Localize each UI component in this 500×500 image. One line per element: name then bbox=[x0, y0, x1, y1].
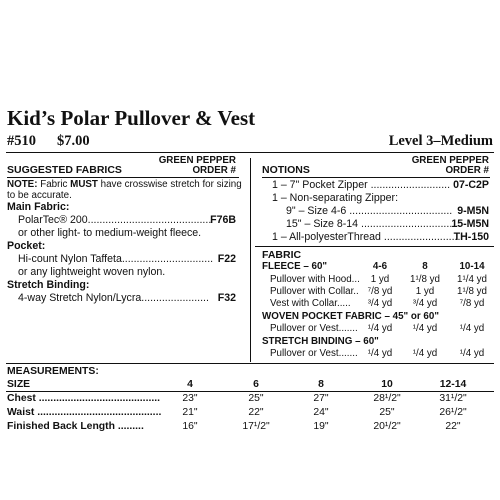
fleece-row-value: ³/4 yd bbox=[367, 298, 393, 309]
waist-value: 24" bbox=[313, 407, 329, 418]
notions-order-header-1: GREEN PEPPER bbox=[411, 155, 489, 166]
stretch-row-value: ¹/4 yd bbox=[367, 348, 393, 359]
measurement-size-8: 8 bbox=[318, 379, 324, 390]
waist-value: 26¹/2" bbox=[439, 407, 467, 418]
chest-value: 28¹/2" bbox=[373, 393, 401, 404]
notion-zipper: 1 – Non-separating Zipper: bbox=[272, 192, 399, 204]
measurement-size-10: 10 bbox=[381, 379, 393, 390]
stretch-row-value: ¹/4 yd bbox=[412, 348, 438, 359]
fabric-table-heading: FABRIC bbox=[262, 249, 302, 261]
notion-pocket-zipper-code: 07-C2P bbox=[453, 179, 489, 191]
size-header-10-14: 10-14 bbox=[459, 261, 485, 272]
notion-thread: 1 – All-polyesterThread .......................... bbox=[272, 231, 461, 243]
waist-value: 21" bbox=[182, 407, 198, 418]
fabric-note-continued: to be accurate. bbox=[7, 190, 72, 201]
fabrics-order-header-1: GREEN PEPPER bbox=[158, 155, 236, 166]
chest-label: Chest .......................................... bbox=[7, 393, 161, 404]
fleece-row-value: 1¹/4 yd bbox=[457, 274, 487, 285]
measurements-divider bbox=[6, 363, 494, 364]
measurement-size-12-14: 12-14 bbox=[439, 379, 467, 390]
pattern-title: Kid’s Polar Pullover & Vest bbox=[7, 106, 256, 130]
notion-zipper-size-4-6: 9" – Size 4-6 ................................... bbox=[286, 205, 453, 217]
woven-row-value: ¹/4 yd bbox=[412, 323, 438, 334]
size-header-4-6: 4-6 bbox=[372, 261, 388, 272]
back-length-value: 17¹/2" bbox=[242, 421, 270, 432]
pocket-item: Hi-count Nylon Taffeta............................... bbox=[18, 253, 214, 265]
size-header-8: 8 bbox=[422, 261, 428, 272]
fleece-row-value: ⁷/8 yd bbox=[459, 298, 485, 309]
chest-value: 31¹/2" bbox=[439, 393, 467, 404]
note-must: MUST bbox=[70, 179, 98, 190]
stretch-binding-code: F32 bbox=[217, 292, 236, 304]
waist-value: 22" bbox=[248, 407, 264, 418]
notion-zipper-size-8-14-code: 15-M5N bbox=[451, 218, 489, 230]
chest-value: 23" bbox=[182, 393, 198, 404]
size-underline bbox=[6, 391, 494, 392]
main-fabric-item: PolarTec® 200.......................................... bbox=[18, 214, 212, 226]
difficulty-level: Level 3–Medium bbox=[388, 133, 493, 149]
notion-zipper-size-4-6-code: 9-M5N bbox=[457, 205, 489, 217]
fleece-row-value: ⁷/8 yd bbox=[367, 286, 393, 297]
fleece-row-label: Pullover with Collar.. bbox=[270, 286, 359, 297]
chest-value: 25" bbox=[248, 393, 264, 404]
stretch-binding-label: Stretch Binding: bbox=[7, 279, 90, 291]
stretch-binding-item: 4-way Stretch Nylon/Lycra....................... bbox=[18, 292, 209, 304]
fleece-row-value: ³/4 yd bbox=[412, 298, 438, 309]
note-label: NOTE: bbox=[7, 179, 38, 190]
woven-pocket-label: WOVEN POCKET FABRIC – 45" or 60" bbox=[262, 311, 439, 322]
notions-divider bbox=[255, 246, 494, 247]
column-divider bbox=[250, 158, 251, 362]
main-fabric-alt: or other light- to medium-weight fleece. bbox=[18, 227, 202, 239]
fabrics-header-underline bbox=[7, 177, 239, 178]
notion-thread-code: TH-150 bbox=[453, 231, 489, 243]
fleece-row-value: 1 yd bbox=[370, 274, 390, 285]
pattern-number: #510 bbox=[7, 133, 36, 149]
size-label: SIZE bbox=[7, 379, 31, 390]
back-length-value: 22" bbox=[445, 421, 461, 432]
pattern-price: $7.00 bbox=[57, 133, 90, 149]
pocket-label: Pocket: bbox=[7, 240, 46, 252]
notion-pocket-zipper: 1 – 7" Pocket Zipper ........................... bbox=[272, 179, 451, 191]
notion-zipper-size-8-14: 15" – Size 8-14 .................................. bbox=[286, 218, 462, 230]
fabric-note bbox=[7, 179, 242, 190]
woven-row-value: ¹/4 yd bbox=[459, 323, 485, 334]
notions-header-underline bbox=[262, 177, 490, 178]
measurement-size-4: 4 bbox=[187, 379, 193, 390]
stretch-row-label: Pullover or Vest....... bbox=[270, 348, 358, 359]
back-length-label: Finished Back Length ......... bbox=[7, 421, 144, 432]
top-divider bbox=[6, 152, 494, 153]
woven-row-label: Pullover or Vest....... bbox=[270, 323, 358, 334]
stretch-binding-yardage-label: STRETCH BINDING – 60" bbox=[262, 336, 379, 347]
measurements-heading: MEASUREMENTS: bbox=[7, 366, 99, 377]
note-text-a: Fabric bbox=[37, 179, 71, 190]
measurement-size-6: 6 bbox=[253, 379, 259, 390]
back-length-value: 16" bbox=[182, 421, 198, 432]
notions-heading: NOTIONS bbox=[262, 164, 310, 176]
suggested-fabrics-heading: SUGGESTED FABRICS bbox=[7, 164, 122, 176]
waist-label: Waist ........................................... bbox=[7, 407, 162, 418]
fleece-row-value: 1¹/8 yd bbox=[457, 286, 487, 297]
fleece-label: FLEECE – 60" bbox=[262, 261, 328, 272]
main-fabric-code: F76B bbox=[210, 214, 236, 226]
note-text-b: have crosswise stretch for sizing bbox=[97, 179, 242, 190]
fleece-row-value: 1 yd bbox=[415, 286, 435, 297]
back-length-value: 19" bbox=[313, 421, 329, 432]
chest-value: 27" bbox=[313, 393, 329, 404]
stretch-row-value: ¹/4 yd bbox=[459, 348, 485, 359]
fleece-row-label: Vest with Collar..... bbox=[270, 298, 351, 309]
pocket-code: F22 bbox=[217, 253, 236, 265]
main-fabric-label: Main Fabric: bbox=[7, 201, 70, 213]
fleece-row-value: 1¹/8 yd bbox=[410, 274, 440, 285]
fleece-row-label: Pullover with Hood... bbox=[270, 274, 360, 285]
waist-value: 25" bbox=[379, 407, 395, 418]
notions-order-header-2: ORDER # bbox=[445, 165, 489, 176]
pocket-alt: or any lightweight woven nylon. bbox=[18, 266, 166, 278]
back-length-value: 20¹/2" bbox=[373, 421, 401, 432]
fabrics-order-header-2: ORDER # bbox=[192, 165, 236, 176]
woven-row-value: ¹/4 yd bbox=[367, 323, 393, 334]
